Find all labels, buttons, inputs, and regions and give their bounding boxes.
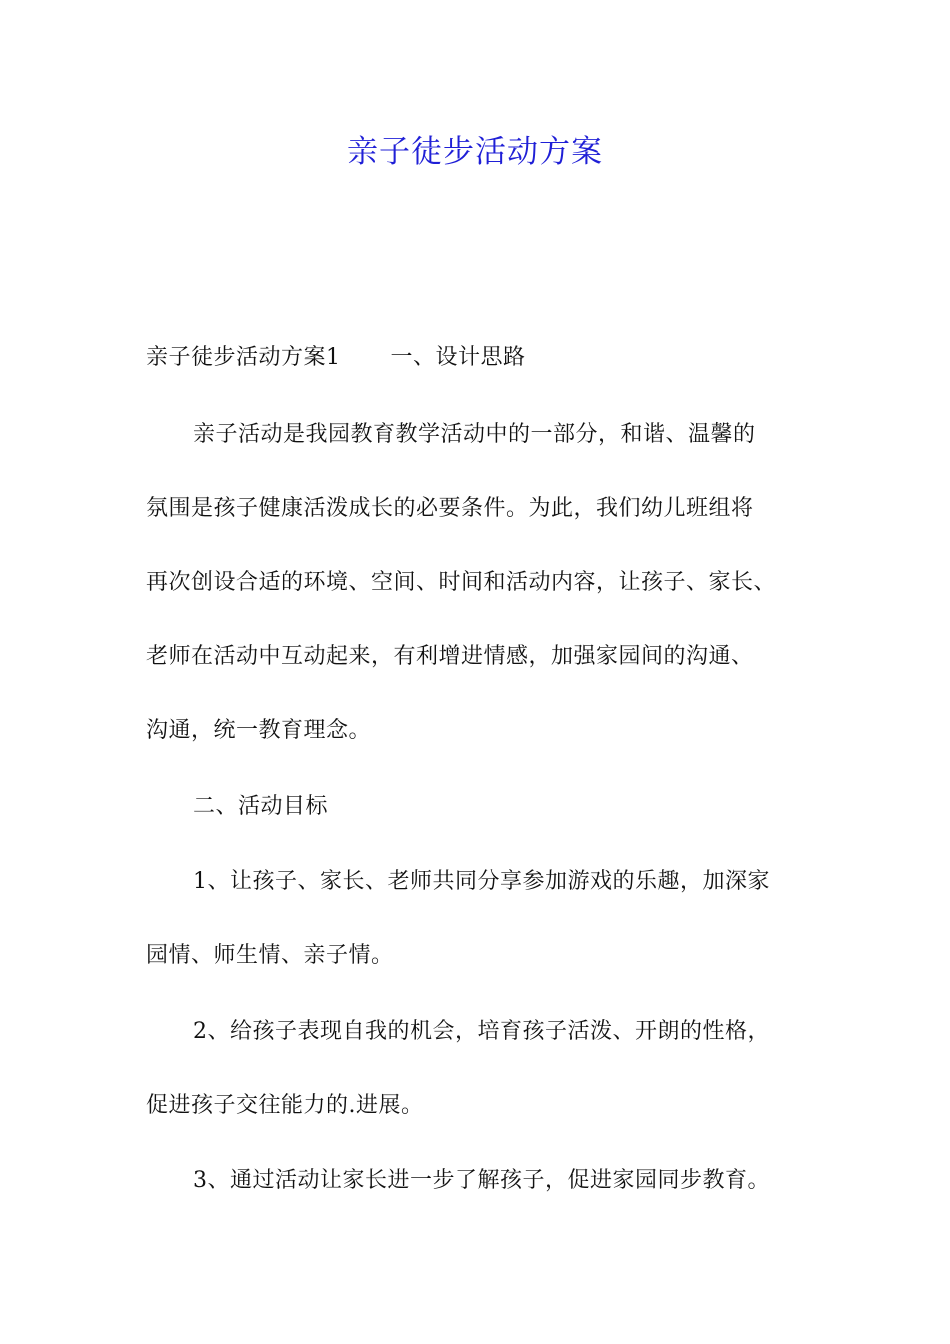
paragraph-line: 氛围是孩子健康活泼成长的必要条件。为此，我们幼儿班组将 [146, 496, 754, 521]
list-item-line: 3、通过活动让家长进一步了解孩子，促进家园同步教育。 [193, 1168, 770, 1193]
list-item-line: 促进孩子交往能力的.进展。 [146, 1093, 424, 1118]
paragraph-line: 沟通，统一教育理念。 [146, 718, 372, 743]
paragraph-line: 老师在活动中互动起来，有利增进情感，加强家园间的沟通、 [146, 644, 754, 669]
list-item-line: 2、给孩子表现自我的机会，培育孩子活泼、开朗的性格， [193, 1019, 770, 1044]
section-heading-goals: 二、活动目标 [193, 794, 329, 819]
list-item-line: 1、让孩子、家长、老师共同分享参加游戏的乐趣，加深家 [193, 869, 770, 894]
paragraph-line: 再次创设合适的环境、空间、时间和活动内容，让孩子、家长、 [146, 570, 777, 595]
document-title: 亲子徒步活动方案 [347, 134, 603, 170]
section-heading-design: 一、设计思路 [390, 345, 526, 370]
list-item-line: 园情、师生情、亲子情。 [146, 943, 394, 968]
plan-heading: 亲子徒步活动方案1 [146, 345, 341, 370]
section-heading-line [146, 342, 826, 374]
paragraph-line: 亲子活动是我园教育教学活动中的一部分，和谐、温馨的 [193, 422, 756, 447]
